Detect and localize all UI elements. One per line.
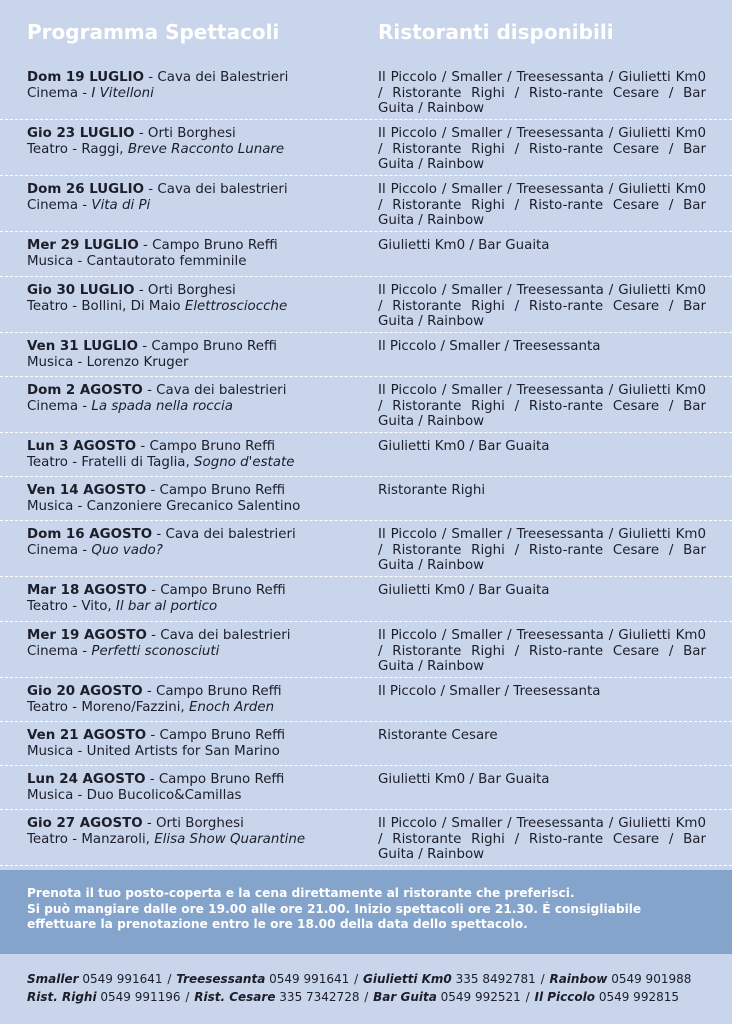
event-category: Musica -: [27, 355, 83, 370]
event-detail: [27, 254, 362, 270]
booking-info-line: Prenota il tuo posto-coperta e la cena direttamente al ristorante che preferisci.: [27, 886, 575, 900]
schedule-row: [0, 810, 732, 866]
restaurant-contacts: [27, 970, 727, 1006]
column-headers: [27, 20, 712, 52]
event-date-venue: Mer 19 AGOSTO - Cava dei balestrieri: [27, 628, 291, 643]
schedule-row: [0, 722, 732, 766]
event-date: Lun 3 AGOSTO: [27, 439, 137, 454]
schedule-row: [0, 577, 732, 622]
event-date: Mer 29 LUGLIO: [27, 238, 139, 253]
event-category: Cinema -: [27, 644, 88, 659]
event-title: Enoch Arden: [188, 700, 275, 715]
event-venue: Campo Bruno Reffi: [159, 728, 286, 743]
booking-info-banner: [0, 870, 732, 954]
event-category: Musica -: [27, 744, 83, 759]
event-venue: Orti Borghesi: [147, 126, 236, 141]
schedule-row: [0, 64, 732, 120]
available-restaurants: Ristorante Righi: [378, 483, 486, 498]
available-restaurants: Il Piccolo / Smaller / Treesessanta / Giulietti Km0 / Ristorante Righi / Risto-rante Cesare / Bar Guita / Rainbow: [378, 182, 706, 228]
booking-info-line: effettuare la prenotazione entro le ore 18.00 della data dello spettacolo.: [27, 917, 528, 931]
event-info: [27, 684, 362, 716]
contact-name: Smaller: [27, 972, 79, 986]
available-restaurants: Il Piccolo / Smaller / Treesessanta: [378, 684, 601, 699]
event-venue: Orti Borghesi: [156, 816, 244, 831]
event-performer: Fratelli di Taglia,: [81, 455, 190, 470]
event-detail: [27, 700, 362, 716]
event-venue: Cava dei balestrieri: [156, 383, 287, 398]
booking-info-text: [27, 886, 717, 933]
event-date: Ven 21 AGOSTO: [27, 728, 147, 743]
event-date: Ven 14 AGOSTO: [27, 483, 147, 498]
event-info: [27, 483, 362, 515]
event-category: Cinema -: [27, 86, 88, 101]
event-venue: Cava dei balestrieri: [157, 182, 288, 197]
event-title: Elettrosciocche: [184, 299, 288, 314]
event-category: Teatro -: [27, 832, 78, 847]
event-info: [27, 772, 362, 804]
event-date-venue: Ven 21 AGOSTO - Campo Bruno Reffi: [27, 728, 286, 743]
event-category: Cinema -: [27, 399, 88, 414]
schedule-row: [0, 766, 732, 810]
event-venue: Campo Bruno Reffi: [158, 772, 285, 787]
event-venue: Campo Bruno Reffi: [160, 583, 286, 598]
event-category: Teatro -: [27, 455, 78, 470]
event-venue: Cava dei balestrieri: [165, 527, 296, 542]
event-venue: Cava dei Balestrieri: [157, 70, 289, 85]
separator: /: [536, 972, 549, 986]
event-title: Breve Racconto Lunare: [127, 142, 285, 157]
event-detail: [27, 86, 362, 102]
available-restaurants: Il Piccolo / Smaller / Treesessanta / Giulietti Km0 / Ristorante Righi / Risto-rante Cesare / Bar Guita / Rainbow: [378, 816, 706, 862]
schedule-row: [0, 377, 732, 433]
event-date: Gio 30 LUGLIO: [27, 283, 135, 298]
event-category: Teatro -: [27, 142, 78, 157]
event-info: [27, 283, 362, 315]
contact-phone: 335 8492781: [455, 972, 536, 986]
event-venue: Campo Bruno Reffi: [151, 339, 277, 354]
event-date-venue: Dom 19 LUGLIO - Cava dei Balestrieri: [27, 70, 289, 85]
event-detail: [27, 142, 362, 158]
event-category: Teatro -: [27, 700, 78, 715]
event-detail: [27, 788, 362, 804]
event-detail: [27, 299, 362, 315]
event-venue: Campo Bruno Reffi: [152, 238, 278, 253]
event-title: Vita di Pi: [91, 198, 151, 213]
event-date: Dom 2 AGOSTO: [27, 383, 143, 398]
event-detail: [27, 198, 362, 214]
event-detail: [27, 832, 362, 848]
event-title: I Vitelloni: [91, 86, 154, 101]
event-venue: Campo Bruno Reffi: [156, 684, 282, 699]
event-performer: Raggi,: [81, 142, 124, 157]
booking-info-line: Si può mangiare dalle ore 19.00 alle ore 21.00. Inizio spettacoli ore 21.30. É consigliabile: [27, 901, 642, 916]
available-restaurants: Il Piccolo / Smaller / Treesessanta / Giulietti Km0 / Ristorante Righi / Risto-rante Cesare / Bar Guita / Rainbow: [378, 628, 706, 674]
available-restaurants: Il Piccolo / Smaller / Treesessanta / Giulietti Km0 / Ristorante Righi / Risto-rante Cesare / Bar Guita / Rainbow: [378, 70, 706, 116]
event-date-venue: Ven 31 LUGLIO - Campo Bruno Reffi: [27, 339, 277, 354]
available-restaurants: Il Piccolo / Smaller / Treesessanta / Giulietti Km0 / Ristorante Righi / Risto-rante Cesare / Bar Guita / Rainbow: [378, 383, 706, 429]
event-date: Dom 19 LUGLIO: [27, 70, 145, 85]
event-date: Ven 31 LUGLIO: [27, 339, 139, 354]
available-restaurants: Il Piccolo / Smaller / Treesessanta / Giulietti Km0 / Ristorante Righi / Risto-rante Cesare / Bar Guita / Rainbow: [378, 283, 706, 329]
event-performer: Manzaroli,: [81, 832, 150, 847]
contact-phone: 0549 991641: [82, 972, 163, 986]
event-detail: [27, 499, 362, 515]
event-venue: Campo Bruno Reffi: [149, 439, 276, 454]
contact-phone: 0549 991196: [100, 990, 181, 1004]
event-date: Gio 23 LUGLIO: [27, 126, 135, 141]
event-performer: Vito,: [81, 599, 112, 614]
contact-phone: 0549 901988: [611, 972, 692, 986]
event-date: Gio 27 AGOSTO: [27, 816, 143, 831]
event-date: Mar 18 AGOSTO: [27, 583, 147, 598]
event-info: [27, 182, 362, 214]
event-date-venue: Ven 14 AGOSTO - Campo Bruno Reffi: [27, 483, 286, 498]
event-performer: Bollini, Di Maio: [81, 299, 181, 314]
separator: /: [181, 990, 194, 1004]
contacts-line: [27, 988, 727, 1006]
event-date-venue: Mer 29 LUGLIO - Campo Bruno Reffi: [27, 238, 278, 253]
schedule-row: [0, 433, 732, 477]
event-category: Cinema -: [27, 543, 88, 558]
event-info: [27, 816, 362, 848]
event-performer: Lorenzo Kruger: [86, 355, 189, 370]
available-restaurants: Giulietti Km0 / Bar Guaita: [378, 772, 550, 787]
contact-name: Treesessanta: [176, 972, 266, 986]
available-restaurants: Il Piccolo / Smaller / Treesessanta / Giulietti Km0 / Ristorante Righi / Risto-rante Cesare / Bar Guita / Rainbow: [378, 527, 706, 573]
event-date: Dom 26 LUGLIO: [27, 182, 145, 197]
event-info: [27, 126, 362, 158]
schedule-row: [0, 277, 732, 333]
available-restaurants: Giulietti Km0 / Bar Guaita: [378, 583, 550, 598]
event-title: Il bar al portico: [115, 599, 218, 614]
event-date-venue: Gio 23 LUGLIO - Orti Borghesi: [27, 126, 236, 141]
separator: /: [360, 990, 373, 1004]
schedule-list: [0, 64, 732, 866]
event-detail: [27, 455, 362, 471]
event-date-venue: Lun 24 AGOSTO - Campo Bruno Reffi: [27, 772, 285, 787]
event-date-venue: Gio 20 AGOSTO - Campo Bruno Reffi: [27, 684, 282, 699]
event-detail: [27, 644, 362, 660]
event-category: Teatro -: [27, 299, 78, 314]
event-info: [27, 439, 362, 471]
event-performer: United Artists for San Marino: [86, 744, 280, 759]
event-venue: Cava dei balestrieri: [160, 628, 291, 643]
schedule-row: [0, 678, 732, 722]
event-performer: Duo Bucolico&Camillas: [86, 788, 242, 803]
event-date: Lun 24 AGOSTO: [27, 772, 146, 787]
event-date-venue: Dom 26 LUGLIO - Cava dei balestrieri: [27, 182, 288, 197]
event-category: Musica -: [27, 254, 83, 269]
event-category: Musica -: [27, 499, 83, 514]
event-venue: Campo Bruno Reffi: [159, 483, 286, 498]
event-date-venue: Mar 18 AGOSTO - Campo Bruno Reffi: [27, 583, 286, 598]
event-date-venue: Gio 27 AGOSTO - Orti Borghesi: [27, 816, 244, 831]
event-info: [27, 628, 362, 660]
program-heading: Programma Spettacoli: [27, 20, 280, 44]
contacts-line: [27, 970, 727, 988]
available-restaurants: Il Piccolo / Smaller / Treesessanta / Giulietti Km0 / Ristorante Righi / Risto-rante Cesare / Bar Guita / Rainbow: [378, 126, 706, 172]
contact-name: Rainbow: [549, 972, 608, 986]
separator: /: [521, 990, 534, 1004]
contact-phone: 0549 992521: [440, 990, 521, 1004]
event-performer: Moreno/Fazzini,: [81, 700, 185, 715]
contact-name: Rist. Righi: [27, 990, 97, 1004]
available-restaurants: Giulietti Km0 / Bar Guaita: [378, 238, 550, 253]
event-performer: Canzoniere Grecanico Salentino: [86, 499, 301, 514]
event-title: Elisa Show Quarantine: [154, 832, 306, 847]
contact-name: Rist. Cesare: [194, 990, 276, 1004]
contact-name: Giulietti Km0: [362, 972, 452, 986]
event-info: [27, 383, 362, 415]
available-restaurants: Giulietti Km0 / Bar Guaita: [378, 439, 550, 454]
event-performer: Cantautorato femminile: [86, 254, 247, 269]
event-title: La spada nella roccia: [91, 399, 233, 414]
contact-phone: 0549 992815: [598, 990, 679, 1004]
event-info: [27, 70, 362, 102]
event-detail: [27, 355, 362, 371]
event-info: [27, 339, 362, 371]
event-category: Musica -: [27, 788, 83, 803]
event-date-venue: Dom 16 AGOSTO - Cava dei balestrieri: [27, 527, 296, 542]
event-category: Cinema -: [27, 198, 88, 213]
restaurants-heading: Ristoranti disponibili: [378, 20, 614, 44]
schedule-row: [0, 521, 732, 577]
event-title: Sogno d'estate: [194, 455, 295, 470]
available-restaurants: Il Piccolo / Smaller / Treesessanta: [378, 339, 601, 354]
schedule-row: [0, 120, 732, 176]
event-title: Perfetti sconosciuti: [91, 644, 220, 659]
event-info: [27, 527, 362, 559]
event-title: Quo vado?: [91, 543, 163, 558]
schedule-row: [0, 333, 732, 377]
contact-name: Bar Guita: [373, 990, 437, 1004]
event-detail: [27, 543, 362, 559]
event-info: [27, 238, 362, 270]
event-venue: Orti Borghesi: [147, 283, 236, 298]
available-restaurants: Ristorante Cesare: [378, 728, 498, 743]
separator: /: [350, 972, 362, 986]
schedule-row: [0, 477, 732, 521]
event-date: Mer 19 AGOSTO: [27, 628, 147, 643]
event-info: [27, 583, 362, 615]
event-category: Teatro -: [27, 599, 78, 614]
schedule-row: [0, 232, 732, 277]
schedule-row: [0, 622, 732, 678]
separator: /: [163, 972, 176, 986]
event-date-venue: Gio 30 LUGLIO - Orti Borghesi: [27, 283, 236, 298]
event-detail: [27, 399, 362, 415]
event-info: [27, 728, 362, 760]
schedule-row: [0, 176, 732, 232]
event-detail: [27, 744, 362, 760]
contact-name: Il Piccolo: [534, 990, 595, 1004]
event-date-venue: Dom 2 AGOSTO - Cava dei balestrieri: [27, 383, 287, 398]
event-date: Gio 20 AGOSTO: [27, 684, 143, 699]
event-date-venue: Lun 3 AGOSTO - Campo Bruno Reffi: [27, 439, 276, 454]
event-date: Dom 16 AGOSTO: [27, 527, 153, 542]
contact-phone: 0549 991641: [269, 972, 350, 986]
contact-phone: 335 7342728: [279, 990, 360, 1004]
event-detail: [27, 599, 362, 615]
